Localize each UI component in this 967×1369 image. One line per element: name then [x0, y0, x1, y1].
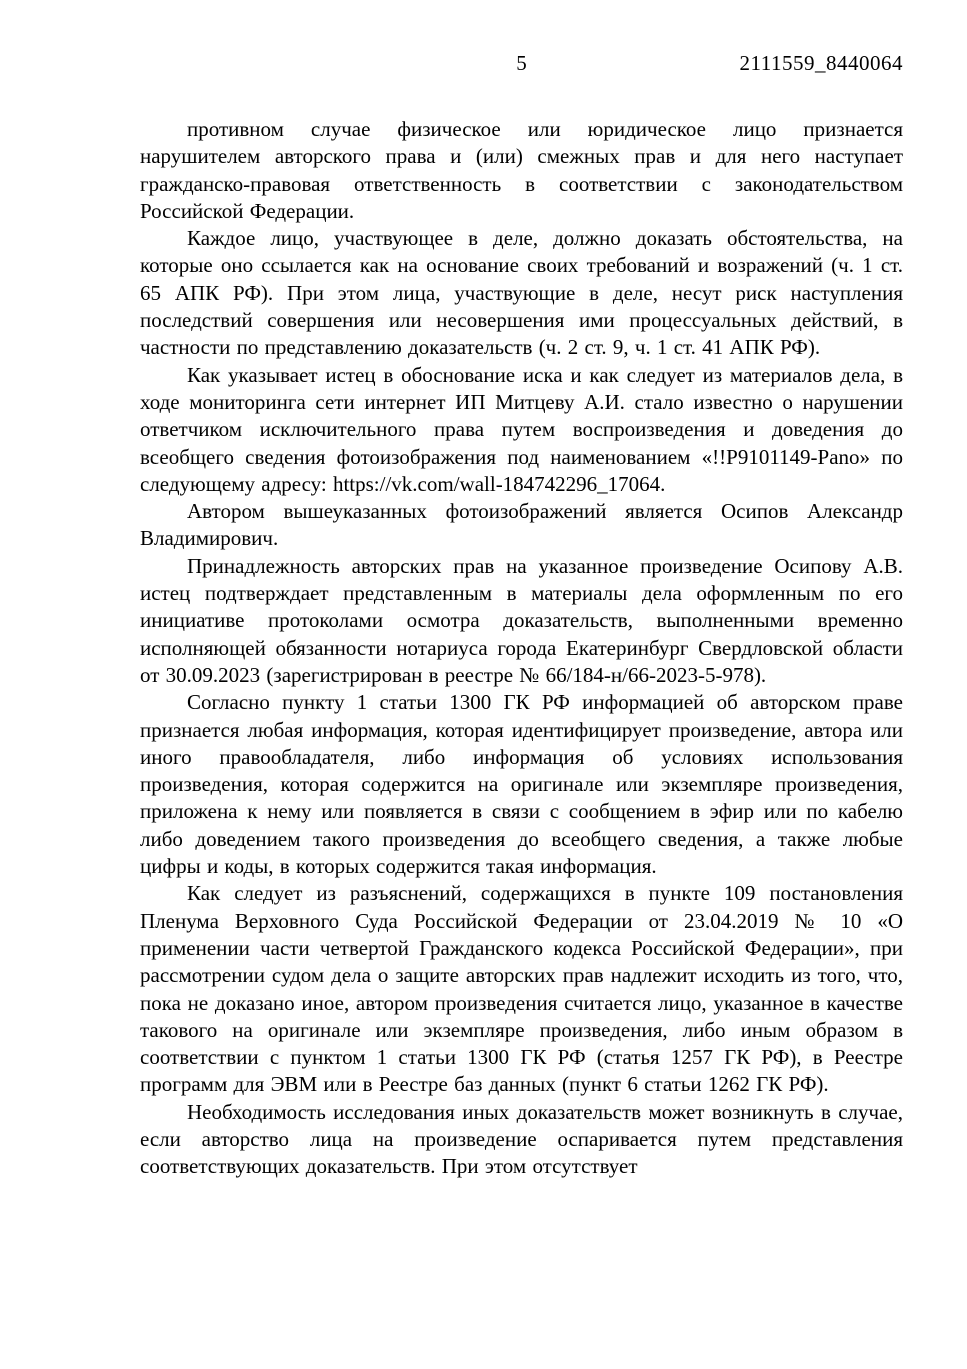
paragraph-author: Автором вышеуказанных фотоизображений является Осипов Александр Владимирович. — [140, 499, 903, 551]
page-header — [140, 50, 903, 78]
document-body — [140, 116, 903, 1181]
paragraph-liability: противном случае физическое или юридическое лицо признается нарушителем авторского права и (или) смежных прав и для него наступает гражданско-правовая ответственность в соответствии с законодательством Российской Федерации. — [140, 117, 903, 223]
document-id: 2111559_8440064 — [739, 51, 903, 75]
paragraph-ownership-proof: Принадлежность авторских прав на указанное произведение Осипову А.В. истец подтверждает представленным в материалы дела оформленным по его инициативе протоколами осмотра доказательств, выполненными временно исполняющей обязанности нотариуса города Екатеринбург Свердловской области от 30.09.2023 (зарегистрирован в реестре № 66/184-н/66-2023-5-978). — [140, 553, 903, 687]
paragraph-claim-basis: Как указывает истец в обоснование иска и как следует из материалов дела, в ходе мониторинга сети интернет ИП Митцеву А.И. стало известно о нарушении ответчиком исключительного права путем воспроизведения и доведения до всеобщего сведения фотоизображения под наименованием «!!P9101149-Pano» по следующему адресу: https://vk.com/wall-184742296_17064. — [140, 362, 903, 496]
paragraph-other-evidence: Необходимость исследования иных доказательств может возникнуть в случае, если авторство лица на произведение оспаривается путем представления соответствующих доказательств. При этом отсутствует — [140, 1099, 903, 1179]
paragraph-burden-of-proof: Каждое лицо, участвующее в деле, должно доказать обстоятельства, на которые оно ссылается как на основание своих требований и возражений (ч. 1 ст. 65 АПК РФ). При этом лица, участвующие в деле, несут риск наступления последствий совершения или несовершения ими процессуальных действий, в частности по представлению доказательств (ч. 2 ст. 9, ч. 1 ст. 41 АПК РФ). — [140, 226, 903, 360]
paragraph-article-1300: Согласно пункту 1 статьи 1300 ГК РФ информацией об авторском праве признается любая информация, которая идентифицирует произведение, автора или иного правообладателя, либо информация об условиях использования произведения, которая содержится на оригинале или экземпляре произведения, приложена к нему или появляется в связи с сообщением в эфир или по кабелю либо доведением такого произведения до всеобщего сведения, а также любые цифры и коды, в которых содержится такая информация. — [140, 690, 903, 879]
page-number: 5 — [516, 51, 527, 75]
paragraph-plenum-ruling: Как следует из разъяснений, содержащихся в пункте 109 постановления Пленума Верховного Суда Российской Федерации от 23.04.2019 № 10 «О применении части четвертой Гражданского кодекса Российской Федерации», при рассмотрении судом дела о защите авторских прав надлежит исходить из того, что, пока не доказано иное, автором произведения считается лицо, указанное в качестве такового на оригинале или экземпляре произведения, либо иным образом в соответствии с пунктом 1 статьи 1300 ГК РФ (статья 1257 ГК РФ), в Реестре программ для ЭВМ или в Реестре баз данных (пункт 6 статьи 1262 ГК РФ). — [140, 881, 903, 1097]
